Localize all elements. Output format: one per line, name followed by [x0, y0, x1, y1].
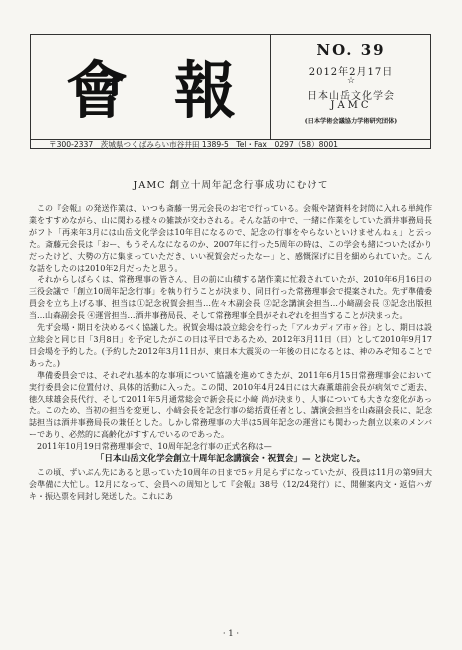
org-subtitle: (日本学術会議協力学術研究団体): [304, 118, 398, 125]
title-char-ho: 報: [173, 53, 240, 127]
article-body: [29, 203, 432, 503]
star-icon: ☆: [346, 76, 356, 86]
org-abbr: JAMC: [330, 100, 372, 111]
title-char-kai: 會: [65, 53, 132, 127]
masthead-title-box: [31, 35, 271, 139]
address-line: 〒300-2337 茨城県つくばみらい市谷井田 1389-5 Tel・Fax 0297（58）8001: [31, 139, 430, 149]
paragraph: 2011年10月19日常務理事会で、10周年記念行事の正式名称は—: [37, 442, 272, 452]
issue-number: NO. 39: [316, 41, 386, 59]
paragraph: 先ず会場・期日を決めるべく協議した。祝賀会場は設立総会を行った「アルカディア市ヶ谷」とし、期日は設立総会と同じ日「3月8日」を予定したがこの日は平日であるため、2012年3月11日（日）として2010年9月17日会場を予約した。(予約した2012年3月11日が、東日本大震災の一年後の日になるとは、神のみぞ知ることであった。): [29, 323, 432, 368]
article-headline: JAMC 創立十周年記念行事成功にむけて: [133, 180, 329, 191]
org-name: 日本山岳文化学会: [307, 91, 395, 102]
masthead-title: [45, 39, 261, 131]
event-official-name: 「日本山岳文化学会創立十周年記念講演会・祝賀会」— と決定した。: [95, 454, 366, 465]
masthead-info: [271, 35, 431, 139]
page-number: · 1 ·: [222, 629, 240, 639]
masthead: [30, 34, 431, 149]
paragraph: それからしばらくは、常務理事の皆さん、目の前に山積する諸作業に忙殺されていたが、2010年6月16日の三役会議で「創立10周年記念行事」を執り行うことが決まり、同日行った常務理事会で提案された。先ず準備委員会を立ち上げる事、担当は①記念祝賀会担当…佐々木副会長 ②記念講演会担当…小﨑副会長 ③記念出版担当…山森副会長 ④運営担当…酒井事務局長、そして常務理事全員がそれぞれを担当することが決まった。: [29, 275, 432, 321]
paragraph: この『会報』の発送作業は、いつも斎藤一男元会長のお宅で行っている。会報や諸資料を封筒に入れる単純作業をすすめながら、山に関わる様々の雑談が交わされる。そんな話の中で、一緒に作業をしていた酒井事務局長がフト「再来年3月には山岳文化学会は10年目になるので、記念の行事をやらないといけませんねぇ」と云った。斎藤元会長は「おー、もうそんなになるのか、2007年に行った5周年の時は、この学会も緒についたばかりだったけど、大勢の方に集まっていただき、いい祝賀会だったなー」と、感慨深げに目を細められていた。こんな話をしたのは2010年2月だったと思う。: [29, 204, 432, 273]
paragraph: この頃、ずいぶん先にあると思っていた10周年の日まで5ヶ月足らずになっていたが、役員は11月の第9回大会準備に大忙し。12月になって、会員への周知として『会報』38号（12/24発行）に、開催案内文・返信ハガキ・振込票を同封し発送した。これにあ: [29, 467, 432, 501]
paragraph: 準備委員会では、それぞれ基本的な事項について協議を進めてきたが、2011年6月15日常務理事会において実行委員会に位置付け、具体的活動に入った。この間、2010年4月24日には大森薫雄前会長が病気でご逝去、徳久球雄会長代行、そして2011年5月通常総会で新会長に小﨑 尚が決まり、人事についても大きな変化があった。このため、当初の担当を変更し、小﨑会長を記念行事の総括責任者とし、講演会担当を山森副会長に、記念誌担当は酒井事務局長の兼任とした。しかし常務理事の大半は5周年記念の運営にも関わった創立以来のメンバーであり、必然的に高齢化がすすんでいるのであった。: [29, 370, 432, 440]
issue-date: 2012年2月17日: [308, 67, 394, 78]
